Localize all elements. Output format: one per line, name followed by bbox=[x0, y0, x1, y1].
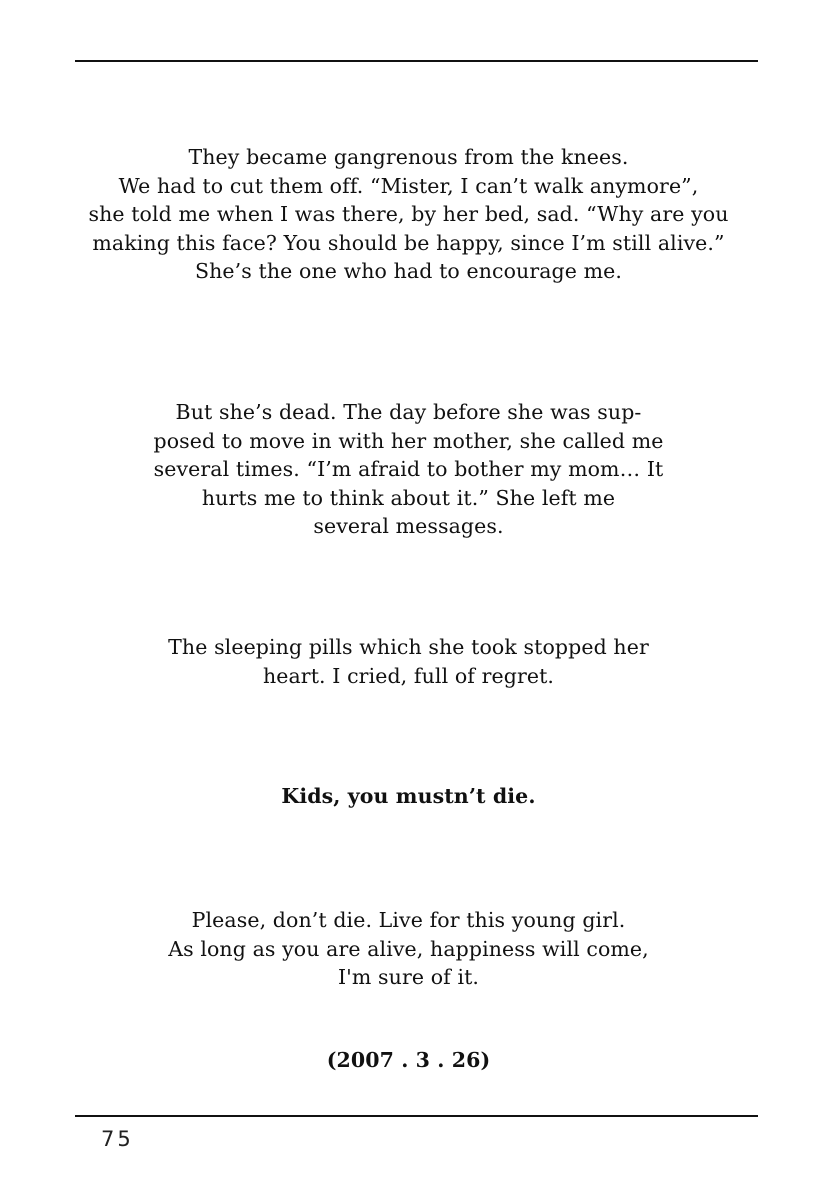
paragraph-date bbox=[40, 1046, 777, 1075]
date-line: (2007 . 3 . 26) bbox=[326, 1048, 491, 1072]
text-line: several times. “I’m afraid to bother my mom… It bbox=[153, 457, 664, 482]
text-line: she told me when I was there, by her bed, sad. “Why are you bbox=[88, 202, 729, 227]
text-line: heart. I cried, full of regret. bbox=[262, 663, 555, 688]
text-line: Kids, you mustn’t die. bbox=[281, 784, 536, 808]
text-line: But she’s dead. The day before she was sup- bbox=[175, 400, 642, 424]
paragraph-sleeping-pills bbox=[40, 633, 777, 690]
text-line: Please, don’t die. Live for this young girl. bbox=[191, 908, 626, 932]
text-line: We had to cut them off. “Mister, I can’t walk anymore”, bbox=[118, 173, 699, 198]
text-line: As long as you are alive, happiness will come, bbox=[168, 936, 649, 961]
text-line: hurts me to think about it.” She left me bbox=[201, 485, 616, 510]
text-line: I'm sure of it. bbox=[337, 965, 480, 990]
page-number: 75 bbox=[101, 1127, 134, 1151]
text-line: making this face? You should be happy, since I’m still alive.” bbox=[92, 230, 725, 255]
paragraph-gangrene bbox=[40, 143, 777, 286]
text-line: She’s the one who had to encourage me. bbox=[194, 259, 623, 284]
paragraph-death bbox=[40, 398, 777, 541]
text-line: posed to move in with her mother, she called me bbox=[153, 428, 664, 453]
text-line: They became gangrenous from the knees. bbox=[188, 145, 629, 169]
paragraph-please-dont-die bbox=[40, 906, 777, 992]
bottom-rule bbox=[75, 1115, 758, 1117]
top-rule bbox=[75, 60, 758, 62]
text-line: The sleeping pills which she took stopped her bbox=[168, 635, 649, 659]
paragraph-kids-message bbox=[40, 782, 777, 811]
text-line: several messages. bbox=[313, 514, 504, 539]
